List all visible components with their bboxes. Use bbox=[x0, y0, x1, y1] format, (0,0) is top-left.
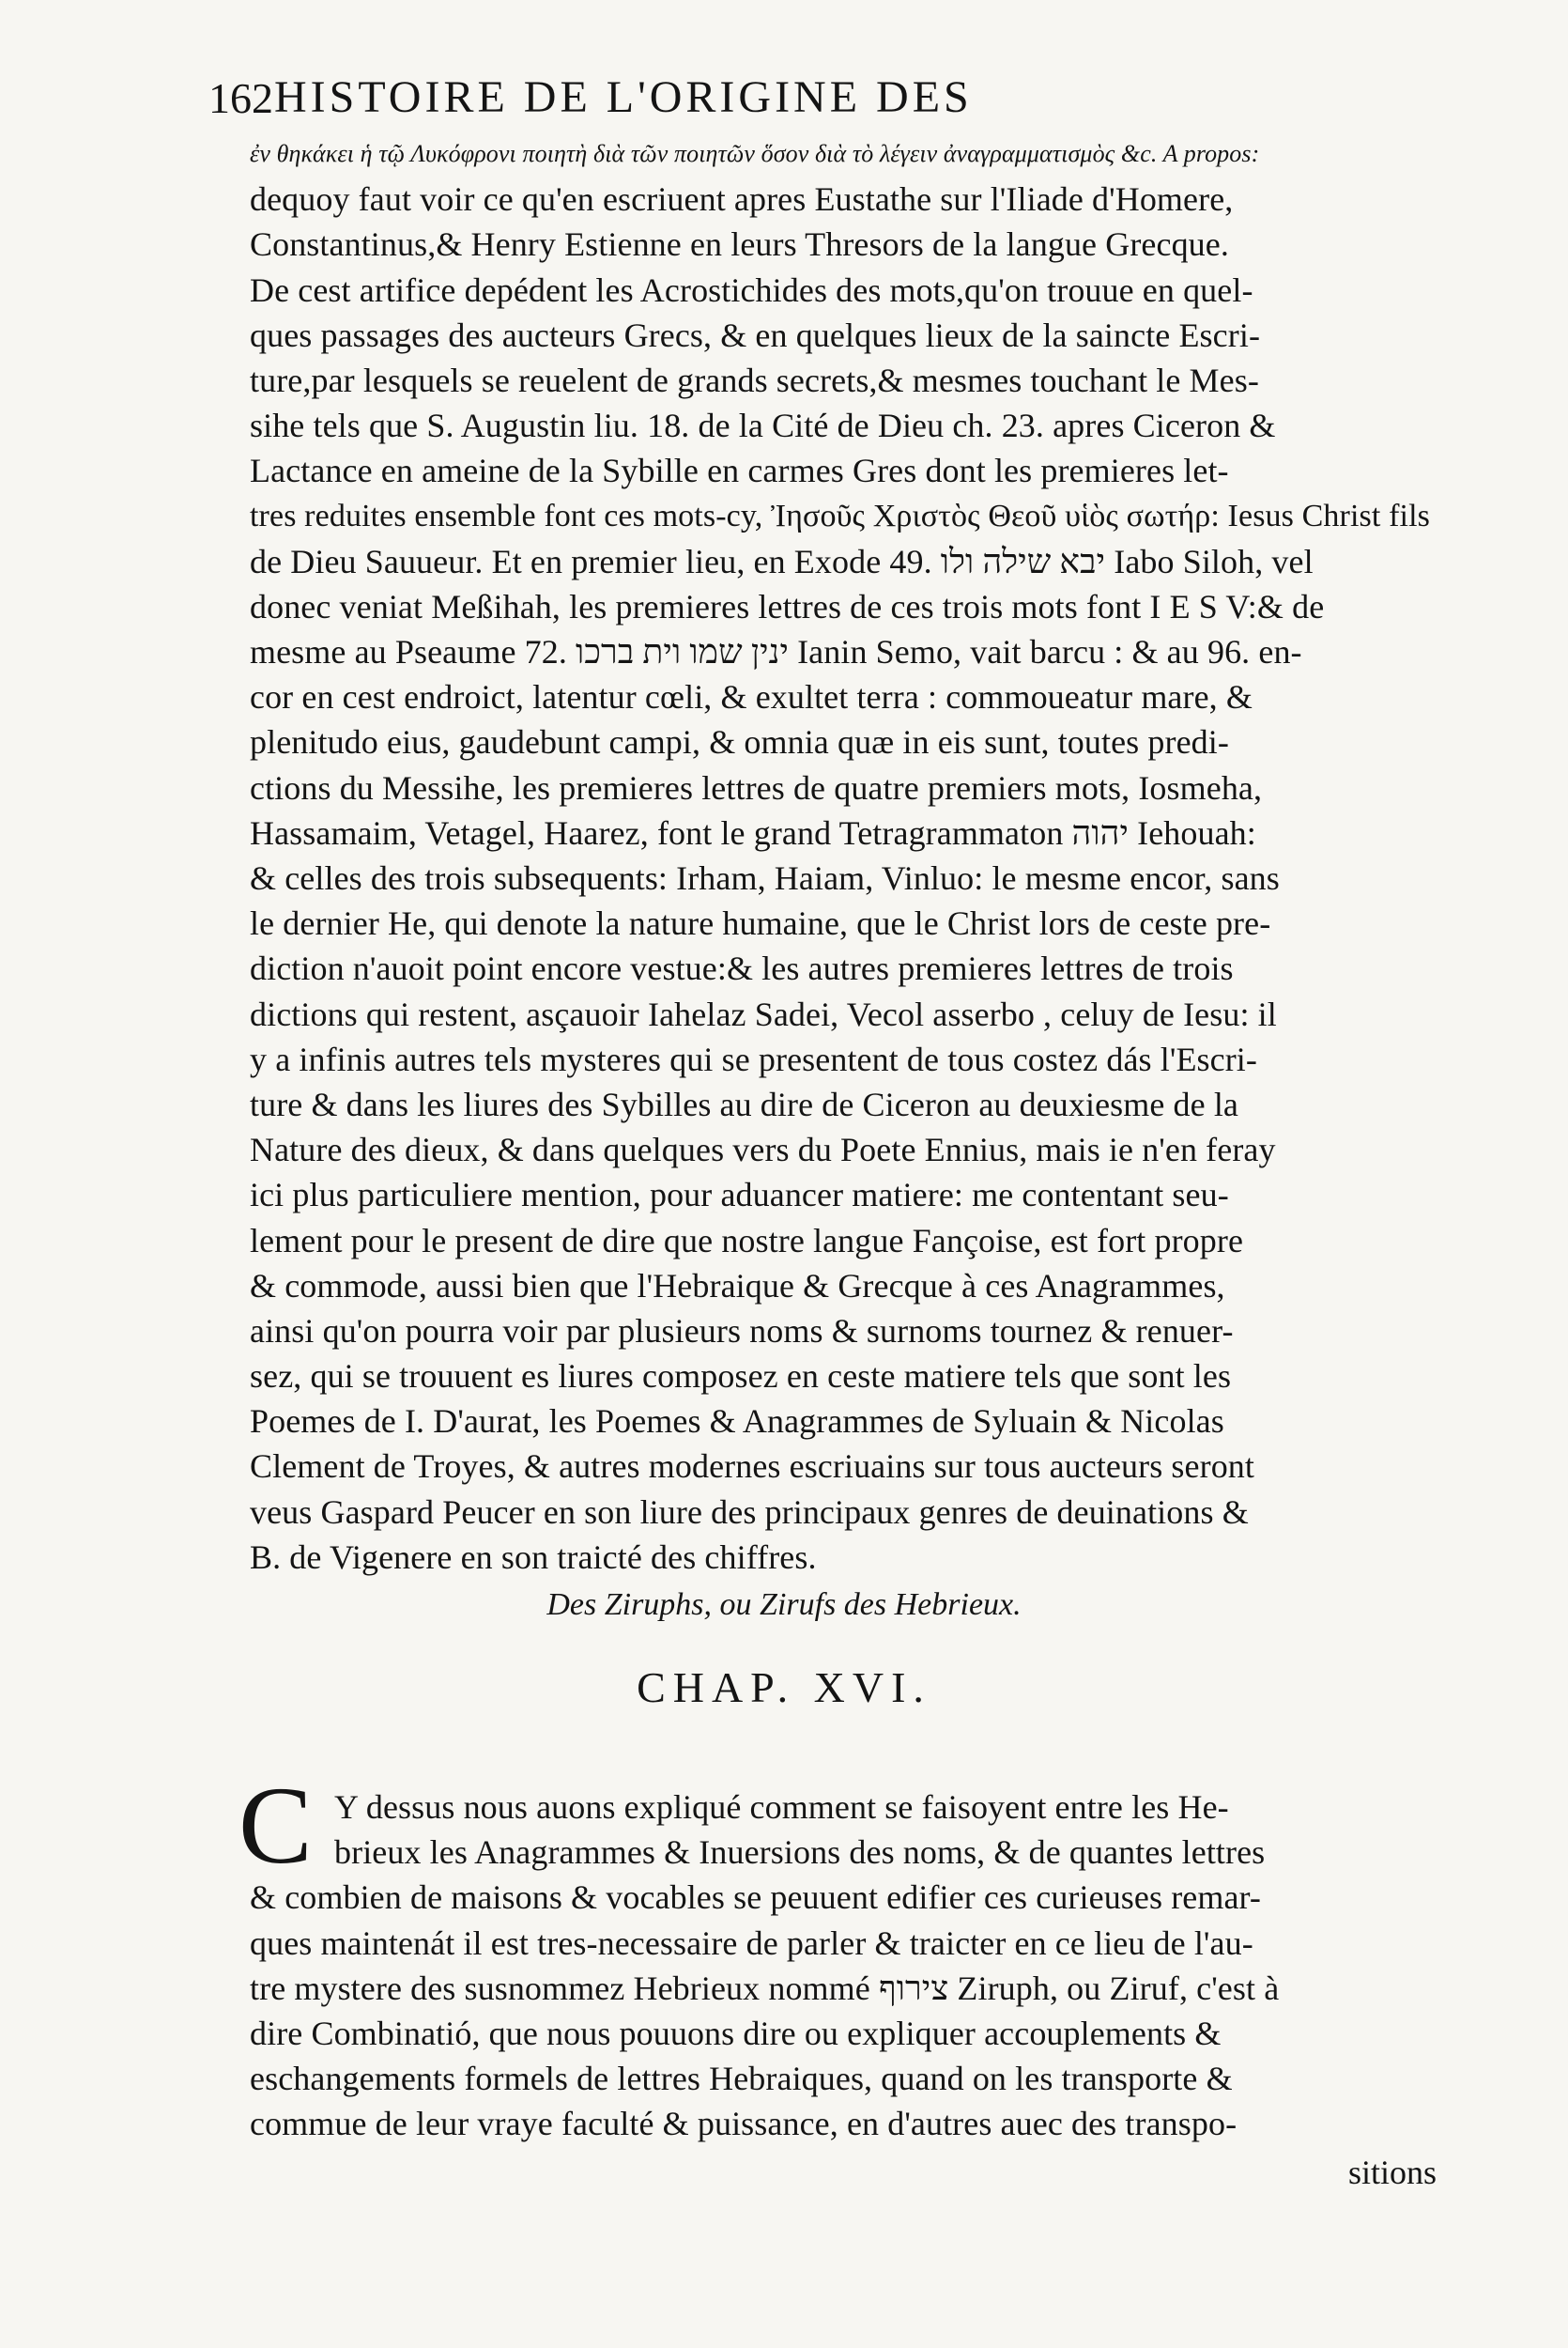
text-line: mesme au Pseaume 72. ינין שמו וית ברכו Ianin Semo, vait barcu : & au 96. en- bbox=[250, 633, 1302, 672]
text-line: diction n'auoit point encore vestue:& les autres premieres lettres de trois bbox=[250, 950, 1234, 988]
text-line: Nature des dieux, & dans quelques vers du Poete Ennius, mais ie n'en feray bbox=[250, 1131, 1276, 1169]
chapter-line: Y dessus nous auons expliqué comment se faisoyent entre les He- bbox=[334, 1788, 1229, 1826]
text-line: plenitudo eius, gaudebunt campi, & omnia quæ in eis sunt, toutes predi- bbox=[250, 723, 1229, 762]
text-line: dequoy faut voir ce qu'en escriuent apres Eustathe sur l'Iliade d'Homere, bbox=[250, 180, 1234, 219]
chapter-line: brieux les Anagrammes & Inuersions des noms, & de quantes lettres bbox=[334, 1833, 1266, 1872]
text-line: ques passages des aucteurs Grecs, & en quelques lieux de la saincte Escri- bbox=[250, 316, 1261, 354]
text-line: De cest artifice depédent les Acrostichides des mots,qu'on trouue en quel- bbox=[250, 270, 1253, 309]
text-line: ctions du Messihe, les premieres lettres de quatre premiers mots, Iosmeha, bbox=[250, 768, 1263, 807]
text-line: veus Gaspard Peucer en son liure des principaux genres de deuinations & bbox=[250, 1492, 1249, 1531]
text-line: Hassamaim, Vetagel, Haarez, font le grand Tetragrammaton יהוה Iehouah: bbox=[250, 813, 1256, 852]
text-line: Clement de Troyes, & autres modernes escriuains sur tous aucteurs seront bbox=[250, 1447, 1254, 1486]
text-line: ture & dans les liures des Sybilles au dire de Ciceron au deuxiesme de la bbox=[250, 1085, 1239, 1123]
chapter-title: CHAP. XVI. bbox=[637, 1663, 931, 1711]
text-line: de Dieu Sauueur. Et en premier lieu, en Exode 49. יבא שילה ולו Iabo Siloh, vel bbox=[250, 542, 1314, 580]
text-line: sihe tels que S. Augustin liu. 18. de la Cité de Dieu ch. 23. apres Ciceron & bbox=[250, 407, 1276, 445]
chapter-line: commue de leur vraye faculté & puissance, en d'autres auec des transpo- bbox=[250, 2105, 1237, 2143]
page-header bbox=[208, 66, 1241, 131]
text-line: & celles des trois subsequents: Irham, Haiam, Vinluo: le mesme encor, sans bbox=[250, 859, 1280, 897]
body-text bbox=[250, 131, 1442, 1580]
running-title: HISTOIRE DE L'ORIGINE DES bbox=[274, 72, 973, 122]
text-line: ture,par lesquels se reuelent de grands secrets,& mesmes touchant le Mes- bbox=[250, 361, 1259, 399]
text-line: ici plus particuliere mention, pour aduancer matiere: me contentant seu- bbox=[250, 1176, 1229, 1214]
chapter-line: & combien de maisons & vocables se peuuent edifier ces curieuses remar- bbox=[250, 1878, 1261, 1917]
section-subtitle: Des Ziruphs, ou Zirufs des Hebrieux. bbox=[546, 1587, 1022, 1622]
text-line: ἐν θηκάκει ἡ τῷ Λυκόφρονι ποιητὴ διὰ τῶν ποιητῶν ὅσον διὰ τὸ λέγειν ἀναγραμματισμὸς &c. A propos: bbox=[250, 140, 1260, 167]
drop-cap: C bbox=[238, 1764, 313, 1887]
text-line: & commode, aussi bien que l'Hebraique & Grecque à ces Anagrammes, bbox=[250, 1266, 1225, 1305]
text-line: le dernier He, qui denote la nature humaine, que le Christ lors de ceste pre- bbox=[250, 904, 1271, 943]
text-line: y a infinis autres tels mysteres qui se presentent de tous costez dás l'Escri- bbox=[250, 1040, 1257, 1078]
chapter-line: tre mystere des susnommez Hebrieux nommé צירוף Ziruph, ou Ziruf, c'est à bbox=[250, 1969, 1280, 2007]
text-line: lement pour le present de dire que nostre langue Fançoise, est fort propre bbox=[250, 1221, 1244, 1259]
text-line: donec veniat Meßihah, les premieres lettres de ces trois mots font I E S V:& de bbox=[250, 587, 1325, 626]
chapter-body bbox=[238, 1764, 1442, 2147]
text-line: Lactance en ameine de la Sybille en carmes Gres dont les premieres let- bbox=[250, 452, 1229, 490]
text-line: Poemes de I. D'aurat, les Poemes & Anagrammes de Syluain & Nicolas bbox=[250, 1402, 1224, 1441]
catchword: sitions bbox=[1347, 2154, 1437, 2191]
text-line: tres reduites ensemble font ces mots-cy, Ἰησοῦς Χριστὸς Θεοῦ υἱὸς σωτήρ: Iesus Christ fils bbox=[250, 498, 1430, 533]
chapter-line: ques maintenát il est tres-necessaire de parler & traicter en ce lieu de l'au- bbox=[250, 1923, 1253, 1962]
text-line: sez, qui se trouuent es liures composez en ceste matiere tels que sont les bbox=[250, 1357, 1232, 1396]
text-line: ainsi qu'on pourra voir par plusieurs noms & surnoms tournez & renuer- bbox=[250, 1311, 1234, 1350]
text-line: dictions qui restent, asçauoir Iahelaz Sadei, Vecol asserbo , celuy de Iesu: il bbox=[250, 995, 1277, 1033]
text-line: Constantinus,& Henry Estienne en leurs Thresors de la langue Grecque. bbox=[250, 225, 1229, 264]
text-line: B. de Vigenere en son traicté des chiffres. bbox=[250, 1537, 817, 1576]
text-line: cor en cest endroict, latentur cœli, & exultet terra : commoueatur mare, & bbox=[250, 678, 1253, 717]
page-number: 162 bbox=[208, 74, 273, 122]
chapter-line: dire Combinatió, que nous pouuons dire ou expliquer accouplements & bbox=[250, 2014, 1222, 2052]
chapter-line: eschangements formels de lettres Hebraiques, quand on les transporte & bbox=[250, 2060, 1233, 2098]
